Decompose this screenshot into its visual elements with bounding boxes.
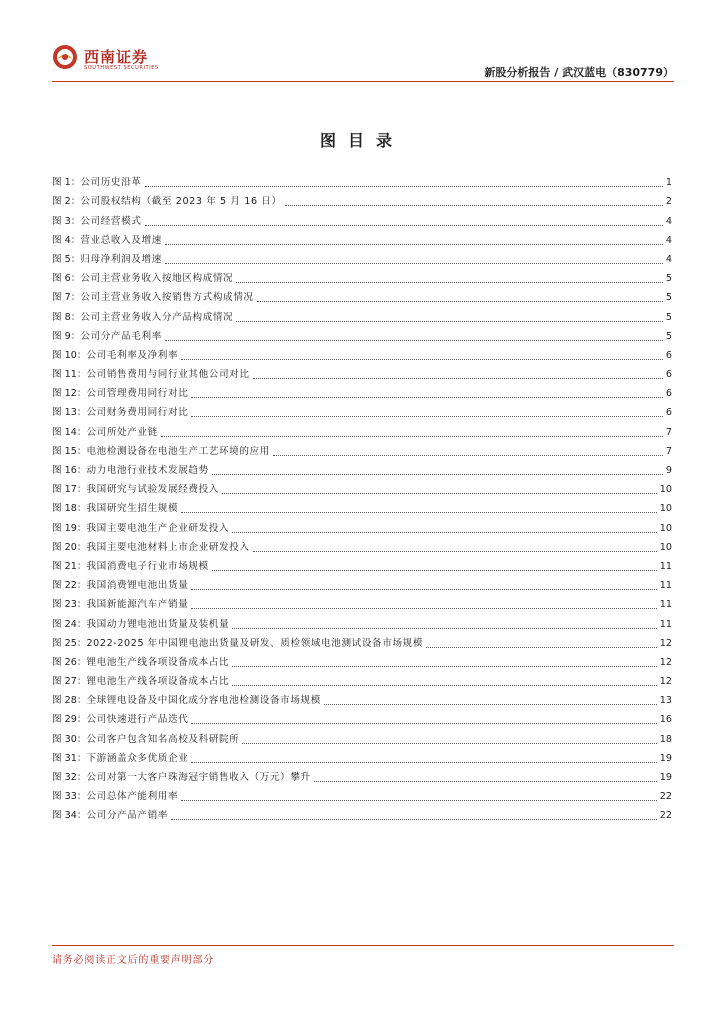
toc-entry-title: 公司财务费用同行对比: [86, 407, 189, 419]
toc-entry-page: 12: [659, 637, 672, 649]
toc-leader-dots: [181, 359, 663, 360]
toc-entry[interactable]: [52, 343, 672, 362]
toc-entry[interactable]: [52, 304, 672, 323]
toc-entry-title: 下游涵盖众多优质企业: [86, 752, 189, 764]
toc-entry-page: 6: [665, 388, 672, 400]
toc-entry[interactable]: [52, 324, 672, 343]
toc-entry-page: 11: [659, 560, 672, 572]
toc-entry-title: 全球锂电设备及中国化成分容电池检测设备市场规模: [86, 695, 321, 707]
toc-entry-page: 11: [659, 580, 672, 592]
toc-entry-title: 我国主要电池生产企业研发投入: [86, 522, 230, 534]
toc-entry-page: 6: [665, 369, 672, 381]
footer-divider: [52, 945, 674, 946]
toc-entry-page: 5: [665, 330, 672, 342]
toc-entry-title: 公司经营模式: [80, 215, 142, 227]
toc-entry[interactable]: [52, 189, 672, 208]
toc-entry-title: 我国动力锂电池出货量及装机量: [86, 618, 230, 630]
toc-entry-label: 图 18：: [52, 503, 87, 515]
toc-entry-page: 6: [665, 407, 672, 419]
toc-entry-page: 19: [659, 772, 672, 783]
toc-entry[interactable]: [52, 650, 672, 669]
toc-entry-page: 7: [665, 426, 672, 438]
toc-entry-page: 12: [659, 656, 672, 668]
toc-leader-dots: [191, 397, 663, 398]
toc-entry-label: 图 32：: [52, 772, 87, 783]
toc-entry-page: 4: [665, 215, 672, 227]
toc-entry-title: 2022-2025 年中国锂电池出货量及研发、质检领域电池测试设备市场规模: [86, 637, 424, 649]
toc-entry[interactable]: [52, 228, 672, 247]
toc-entry[interactable]: [52, 381, 672, 400]
toc-entry-label: 图 2：: [52, 196, 81, 208]
toc-entry-title: 公司主营业务收入分产品构成情况: [80, 311, 234, 323]
toc-entry-page: 19: [659, 752, 672, 764]
toc-entry-title: 我国新能源汽车产销量: [86, 599, 189, 611]
toc-entry-label: 图 10：: [52, 349, 87, 361]
toc-entry[interactable]: [52, 669, 672, 688]
toc-entry[interactable]: [52, 631, 672, 650]
toc-leader-dots: [232, 685, 657, 686]
toc-entry-page: 22: [659, 810, 672, 822]
toc-entry-page: 4: [665, 234, 672, 246]
toc-entry-label: 图 14：: [52, 426, 87, 438]
toc-entry-page: 2: [665, 196, 672, 208]
toc-entry-page: 18: [659, 733, 672, 745]
toc-entry[interactable]: [52, 592, 672, 611]
toc-entry-label: 图 34：: [52, 810, 87, 822]
toc-entry[interactable]: [52, 458, 672, 477]
toc-entry[interactable]: [52, 746, 672, 765]
toc-entry-label: 图 4：: [52, 234, 81, 246]
toc-entry-page: 5: [665, 292, 672, 304]
toc-leader-dots: [253, 378, 663, 379]
toc-entry-label: 图 1：: [52, 177, 81, 189]
toc-entry[interactable]: [52, 765, 672, 784]
toc-entry-label: 图 5：: [52, 253, 81, 265]
toc-leader-dots: [222, 493, 657, 494]
toc-entry-label: 图 26：: [52, 656, 87, 668]
toc-entry-page: 10: [659, 541, 672, 553]
toc-leader-dots: [145, 186, 663, 187]
toc-entry[interactable]: [52, 726, 672, 745]
toc-entry-label: 图 7：: [52, 292, 81, 304]
toc-entry[interactable]: [52, 439, 672, 458]
toc-entry-label: 图 8：: [52, 311, 81, 323]
company-logo-icon: [52, 44, 78, 70]
page-title: 图目录: [319, 131, 404, 150]
toc-entry-label: 图 19：: [52, 522, 87, 534]
toc-leader-dots: [191, 762, 656, 763]
toc-entry-label: 图 33：: [52, 791, 87, 803]
toc-entry[interactable]: [52, 554, 672, 573]
toc-leader-dots: [191, 723, 656, 724]
toc-entry-label: 图 6：: [52, 273, 81, 285]
toc-entry-label: 图 17：: [52, 484, 87, 496]
toc-entry-title: 我国研究与试验发展经费投入: [86, 484, 219, 496]
toc-entry-page: 11: [659, 599, 672, 611]
toc-entry-page: 10: [659, 522, 672, 534]
toc-entry-title: 公司历史沿革: [80, 177, 142, 189]
toc-entry-title: 公司客户包含知名高校及科研院所: [86, 733, 240, 745]
toc-entry-label: 图 3：: [52, 215, 81, 227]
toc-entry-page: 1: [665, 177, 672, 189]
toc-leader-dots: [314, 781, 657, 782]
toc-leader-dots: [232, 628, 657, 629]
toc-entry-label: 图 31：: [52, 752, 87, 764]
toc-entry-title: 电池检测设备在电池生产工艺环境的应用: [86, 445, 270, 457]
toc-entry[interactable]: [52, 170, 672, 189]
toc-entry[interactable]: [52, 611, 672, 630]
toc-entry[interactable]: [52, 362, 672, 381]
toc-entry-label: 图 29：: [52, 714, 87, 726]
toc-entry-title: 公司分产品毛利率: [80, 330, 162, 342]
toc-entry-page: 22: [659, 791, 672, 803]
toc-entry-title: 我国消费电子行业市场规模: [86, 560, 209, 572]
toc-entry-label: 图 27：: [52, 676, 87, 688]
toc-leader-dots: [181, 512, 657, 513]
toc-entry-title: 公司毛利率及净利率: [86, 349, 179, 361]
toc-leader-dots: [232, 532, 657, 533]
toc-entry-title: 营业总收入及增速: [80, 234, 162, 246]
toc-entry[interactable]: [52, 247, 672, 266]
toc-entry-page: 13: [659, 695, 672, 707]
toc-entry-title: 归母净利润及增速: [80, 253, 162, 265]
toc-entry[interactable]: [52, 419, 672, 438]
report-label: 新股分析报告 / 武汉蓝电（830779）: [484, 66, 674, 79]
toc-entry-label: 图 25：: [52, 637, 87, 649]
toc-entry[interactable]: [52, 707, 672, 726]
toc-entry-label: 图 21：: [52, 560, 87, 572]
toc-entry-page: 5: [665, 273, 672, 285]
toc-entry-label: 图 28：: [52, 695, 87, 707]
toc-entry[interactable]: [52, 535, 672, 554]
toc-leader-dots: [273, 455, 663, 456]
toc-leader-dots: [212, 570, 657, 571]
logo-chinese-name: 西南证券: [84, 48, 149, 66]
toc-entry-title: 我国研究生招生规模: [86, 503, 179, 515]
toc-leader-dots: [145, 225, 663, 226]
toc-entry-page: 4: [665, 253, 672, 265]
toc-entry[interactable]: [52, 803, 672, 822]
toc-leader-dots: [253, 551, 657, 552]
toc-entry-page: 5: [665, 311, 672, 323]
toc-leader-dots: [165, 244, 663, 245]
toc-entry-page: 11: [659, 618, 672, 630]
toc-leader-dots: [191, 416, 663, 417]
toc-entry[interactable]: [52, 285, 672, 304]
toc-leader-dots: [426, 647, 657, 648]
toc-entry[interactable]: [52, 208, 672, 227]
toc-entry[interactable]: [52, 266, 672, 285]
header-divider: [52, 81, 674, 82]
toc-entry[interactable]: [52, 515, 672, 534]
toc-leader-dots: [165, 340, 663, 341]
toc-entry-title: 公司主营业务收入按地区构成情况: [80, 273, 234, 285]
toc-entry-label: 图 23：: [52, 599, 87, 611]
toc-entry-title: 公司销售费用与同行业其他公司对比: [86, 369, 250, 381]
toc-leader-dots: [171, 819, 657, 820]
toc-entry-title: 我国消费锂电池出货量: [86, 580, 189, 592]
toc-entry-label: 图 22：: [52, 580, 87, 592]
toc-entry-page: 16: [659, 714, 672, 726]
toc-entry-page: 10: [659, 503, 672, 515]
toc-leader-dots: [324, 704, 657, 705]
toc-leader-dots: [181, 800, 657, 801]
toc-leader-dots: [191, 589, 656, 590]
company-logo: [52, 42, 162, 76]
toc-leader-dots: [212, 474, 663, 475]
toc-entry-title: 公司对第一大客户珠海冠宇销售收入（万元）攀升: [86, 772, 311, 783]
toc-entry[interactable]: [52, 400, 672, 419]
toc-entry-label: 图 12：: [52, 388, 87, 400]
toc-entry-title: 公司所处产业链: [86, 426, 158, 438]
toc-entry-label: 图 20：: [52, 541, 87, 553]
toc-leader-dots: [165, 263, 663, 264]
toc-leader-dots: [236, 321, 663, 322]
toc-entry-label: 图 16：: [52, 465, 87, 476]
toc-entry-title: 公司主营业务收入按销售方式构成情况: [80, 292, 254, 304]
toc-entry-page: 7: [665, 445, 672, 457]
toc-leader-dots: [232, 666, 657, 667]
toc-entry-title: 公司快速进行产品迭代: [86, 714, 189, 726]
toc-entry-label: 图 11：: [52, 369, 87, 381]
toc-entry-label: 图 9：: [52, 330, 81, 342]
toc-entry[interactable]: [52, 573, 672, 592]
toc-entry-title: 公司股权结构（截至 2023 年 5 月 16 日）: [80, 196, 282, 208]
page-header: [52, 40, 674, 84]
figure-table-of-contents: [52, 170, 672, 822]
toc-entry-label: 图 13：: [52, 407, 87, 419]
toc-entry-page: 9: [665, 465, 672, 476]
toc-leader-dots: [191, 608, 656, 609]
toc-entry-page: 10: [659, 484, 672, 496]
toc-entry-page: 12: [659, 676, 672, 688]
toc-entry-label: 图 30：: [52, 733, 87, 745]
toc-leader-dots: [257, 301, 663, 302]
toc-entry-label: 图 24：: [52, 618, 87, 630]
toc-entry-title: 公司管理费用同行对比: [86, 388, 189, 400]
toc-entry-page: 6: [665, 349, 672, 361]
logo-english-name: SOUTHWEST SECURITIES: [84, 65, 159, 71]
toc-entry-title: 我国主要电池材料上市企业研发投入: [86, 541, 250, 553]
toc-entry-title: 锂电池生产线各项设备成本占比: [86, 676, 230, 688]
toc-entry-title: 动力电池行业技术发展趋势: [86, 465, 209, 476]
toc-entry[interactable]: [52, 688, 672, 707]
toc-leader-dots: [236, 282, 663, 283]
toc-entry[interactable]: [52, 477, 672, 496]
toc-leader-dots: [285, 205, 663, 206]
toc-entry[interactable]: [52, 784, 672, 803]
toc-entry[interactable]: [52, 496, 672, 515]
footer-disclaimer: 请务必阅读正文后的重要声明部分: [52, 955, 214, 966]
toc-leader-dots: [161, 436, 663, 437]
toc-leader-dots: [242, 743, 656, 744]
toc-entry-title: 公司分产品产销率: [86, 810, 169, 822]
toc-entry-title: 锂电池生产线各项设备成本占比: [86, 656, 230, 668]
toc-entry-title: 公司总体产能利用率: [86, 791, 179, 803]
toc-entry-label: 图 15：: [52, 445, 87, 457]
